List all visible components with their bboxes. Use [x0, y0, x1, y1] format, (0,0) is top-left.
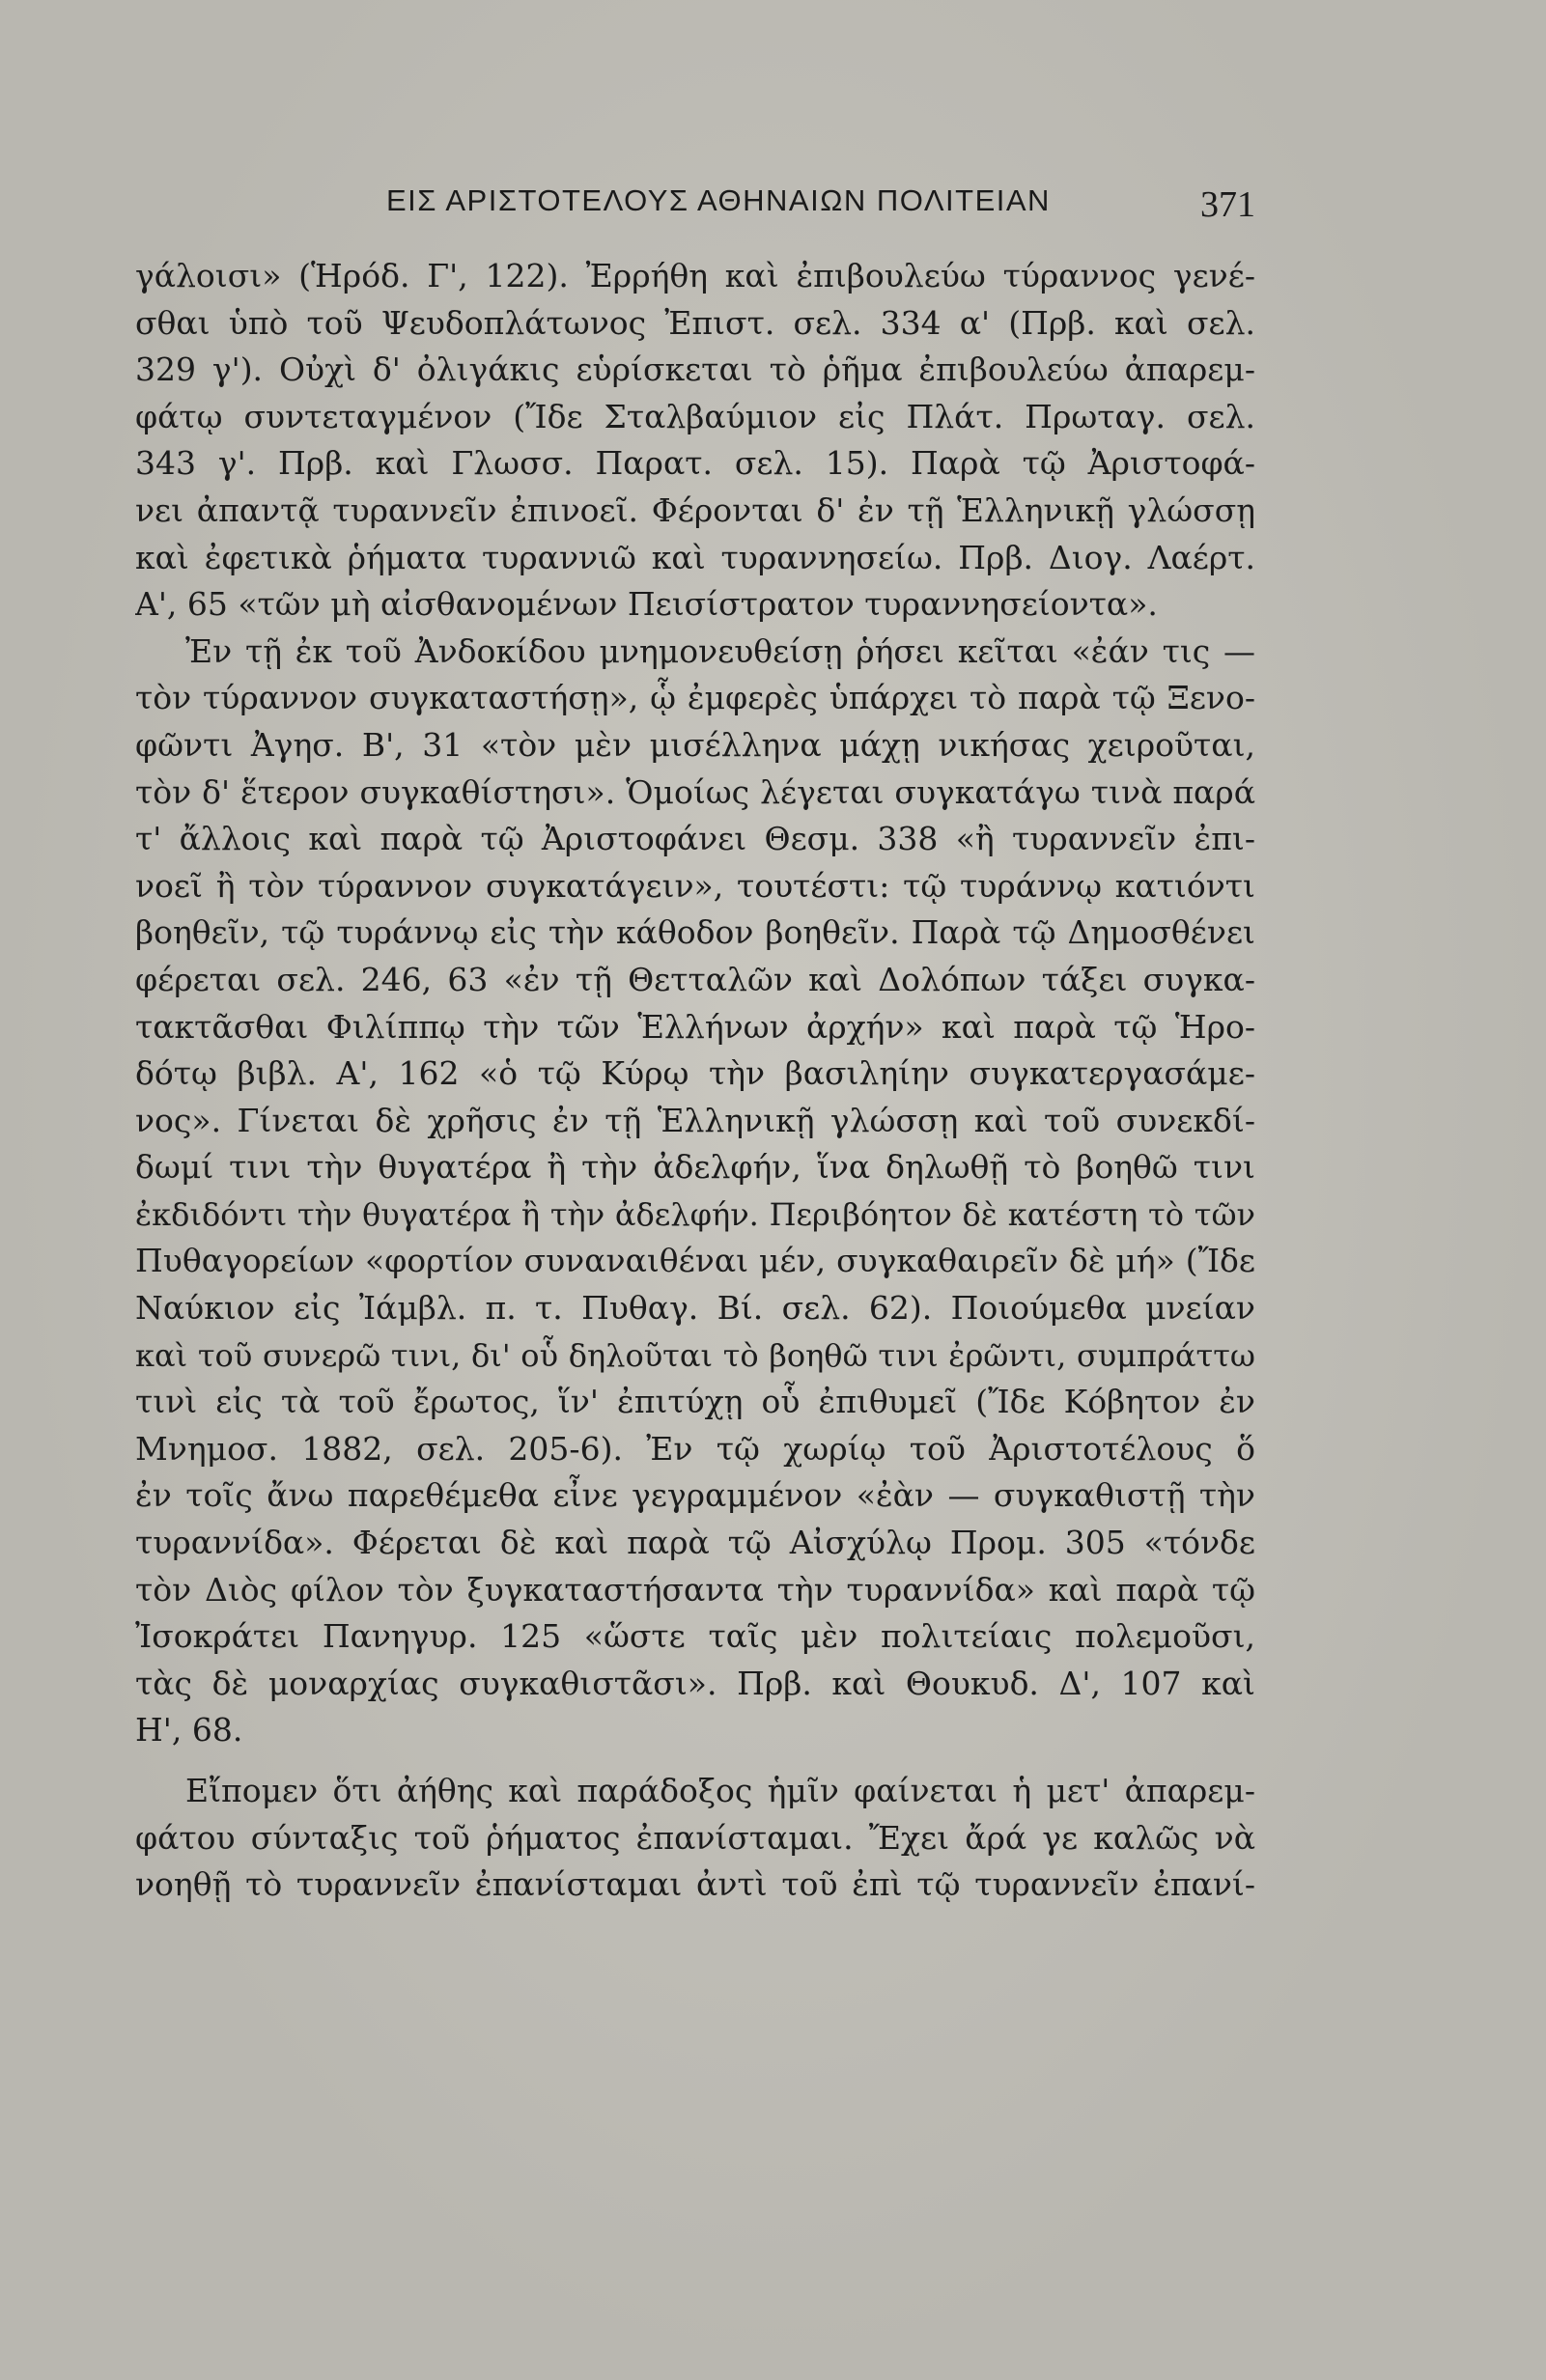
- text-line: ἐν τοῖς ἄνω παρεθέμεθα εἶνε γεγραμμένον «ἐὰν — συγκαθιστῇ τὴν: [135, 1476, 1255, 1515]
- text-line: Μνημοσ. 1882, σελ. 205-6). Ἐν τῷ χωρίῳ τοῦ Ἀριστοτέλους ὅ: [135, 1429, 1255, 1468]
- text-line: Η', 68.: [135, 1711, 243, 1750]
- text-line: φῶντι Ἀγησ. Β', 31 «τὸν μὲν μισέλληνα μάχῃ νικήσας χειροῦται,: [135, 725, 1255, 764]
- text-line: τυραννίδα». Φέρεται δὲ καὶ παρὰ τῷ Αἰσχύλῳ Προμ. 305 «τόνδε: [135, 1524, 1255, 1562]
- page-number: 371: [1200, 184, 1255, 225]
- text-line: φέρεται σελ. 246, 63 «ἐν τῇ Θετταλῶν καὶ Δολόπων τάξει συγκα-: [135, 960, 1255, 998]
- paragraph: [135, 1768, 1255, 1909]
- text-line: καὶ ἐφετικὰ ῥήματα τυραννιῶ καὶ τυραννησείω. Πρβ. Διογ. Λαέρτ.: [135, 538, 1255, 576]
- text-line: 343 γ'. Πρβ. καὶ Γλωσσ. Παρατ. σελ. 15). Παρὰ τῷ Ἀριστοφά-: [135, 444, 1255, 483]
- text-line: γάλοισι» (Ἡρόδ. Γ', 122). Ἐρρήθη καὶ ἐπιβουλεύω τύραννος γενέ-: [135, 257, 1255, 294]
- text-line: Ἰσοκράτει Πανηγυρ. 125 «ὥστε ταῖς μὲν πολιτείαις πολεμοῦσι,: [135, 1617, 1255, 1656]
- text-line: τινὶ εἰς τὰ τοῦ ἔρωτος, ἵν' ἐπιτύχῃ οὗ ἐπιθυμεῖ (Ἴδε Κόβητον ἐν: [135, 1383, 1255, 1421]
- text-line: Α', 65 «τῶν μὴ αἰσθανομένων Πεισίστρατον τυραννησείοντα».: [135, 585, 1158, 624]
- text-line: νος». Γίνεται δὲ χρῆσις ἐν τῇ Ἑλληνικῇ γλώσσῃ καὶ τοῦ συνεκδί-: [135, 1101, 1255, 1139]
- text-line: Πυθαγορείων «φορτίον συναναιθέναι μέν, συγκαθαιρεῖν δὲ μή» (Ἴδε: [135, 1242, 1255, 1280]
- text-line: δωμί τινι τὴν θυγατέρα ἢ τὴν ἀδελφήν, ἵνα δηλωθῇ τὸ βοηθῶ τινι: [135, 1148, 1255, 1187]
- text-line: Ἐν τῇ ἐκ τοῦ Ἀνδοκίδου μνημονευθείσῃ ῥήσει κεῖται «ἐάν τις —: [185, 631, 1255, 670]
- text-line: φάτῳ συντεταγμένον (Ἴδε Σταλβαύμιον εἰς Πλάτ. Πρωταγ. σελ.: [135, 397, 1255, 435]
- text-line: τὸν τύραννον συγκαταστήσῃ», ᾧ ἐμφερὲς ὑπάρχει τὸ παρὰ τῷ Ξενο-: [135, 679, 1255, 717]
- text-line: 329 γ'). Οὐχὶ δ' ὀλιγάκις εὑρίσκεται τὸ ῥῆμα ἐπιβουλεύω ἀπαρεμ-: [135, 350, 1255, 389]
- text-line: τακτᾶσθαι Φιλίππῳ τὴν τῶν Ἑλλήνων ἀρχήν» καὶ παρὰ τῷ Ἡρο-: [135, 1007, 1255, 1046]
- text-line: τὸν Διὸς φίλον τὸν ξυγκαταστήσαντα τὴν τυραννίδα» καὶ παρὰ τῷ: [135, 1570, 1255, 1609]
- text-line: νει ἀπαντᾷ τυραννεῖν ἐπινοεῖ. Φέρονται δ' ἐν τῇ Ἑλληνικῇ γλώσσῃ: [135, 490, 1255, 529]
- text-line: καὶ τοῦ συνερῶ τινι, δι' οὗ δηλοῦται τὸ βοηθῶ τινι ἐρῶντι, συμπράττω: [135, 1336, 1255, 1374]
- text-line: βοηθεῖν, τῷ τυράννῳ εἰς τὴν κάθοδον βοηθεῖν. Παρὰ τῷ Δημοσθένει: [135, 913, 1255, 952]
- text-line: νοηθῇ τὸ τυραννεῖν ἐπανίσταμαι ἀντὶ τοῦ ἐπὶ τῷ τυραννεῖν ἐπανί-: [135, 1865, 1255, 1904]
- text-line: φάτου σύνταξις τοῦ ῥήματος ἐπανίσταμαι. Ἔχει ἄρά γε καλῶς νὰ: [135, 1818, 1255, 1857]
- running-title: ΕΙΣ ΑΡΙΣΤΟΤΕΛΟΥΣ ΑΘΗΝΑΙΩΝ ΠΟΛΙΤΕΙΑΝ: [386, 183, 1051, 217]
- paragraph: [135, 253, 1255, 629]
- body-text: [135, 253, 1255, 1909]
- paragraph-gap: [135, 1754, 1255, 1768]
- page-header: [145, 183, 1255, 241]
- text-line: τὸν δ' ἕτερον συγκαθίστησι». Ὁμοίως λέγεται συγκατάγω τινὰ παρά: [135, 772, 1255, 811]
- text-line: Ναύκιον εἰς Ἰάμβλ. π. τ. Πυθαγ. Βί. σελ. 62). Ποιούμεθα μνείαν: [135, 1289, 1255, 1328]
- text-line: τὰς δὲ μοναρχίας συγκαθιστᾶσι». Πρβ. καὶ Θουκυδ. Δ', 107 καὶ: [135, 1664, 1255, 1702]
- text-line: νοεῖ ἢ τὸν τύραννον συγκατάγειν», τουτέστι: τῷ τυράννῳ κατιόντι: [135, 866, 1255, 905]
- text-line: σθαι ὑπὸ τοῦ Ψευδοπλάτωνος Ἐπιστ. σελ. 334 α' (Πρβ. καὶ σελ.: [135, 303, 1255, 342]
- paragraph: [135, 629, 1255, 1754]
- text-line: Εἴπομεν ὅτι ἀήθης καὶ παράδοξος ἡμῖν φαίνεται ἡ μετ' ἀπαρεμ-: [185, 1772, 1255, 1809]
- text-line: ἐκδιδόντι τὴν θυγατέρα ἢ τὴν ἀδελφήν. Περιβόητον δὲ κατέστη τὸ τῶν: [135, 1195, 1255, 1233]
- text-line: δότῳ βιβλ. Α', 162 «ὁ τῷ Κύρῳ τὴν βασιληίην συγκατεργασάμε-: [135, 1054, 1255, 1093]
- text-line: τ' ἄλλοις καὶ παρὰ τῷ Ἀριστοφάνει Θεσμ. 338 «ἢ τυραννεῖν ἐπι-: [135, 820, 1255, 858]
